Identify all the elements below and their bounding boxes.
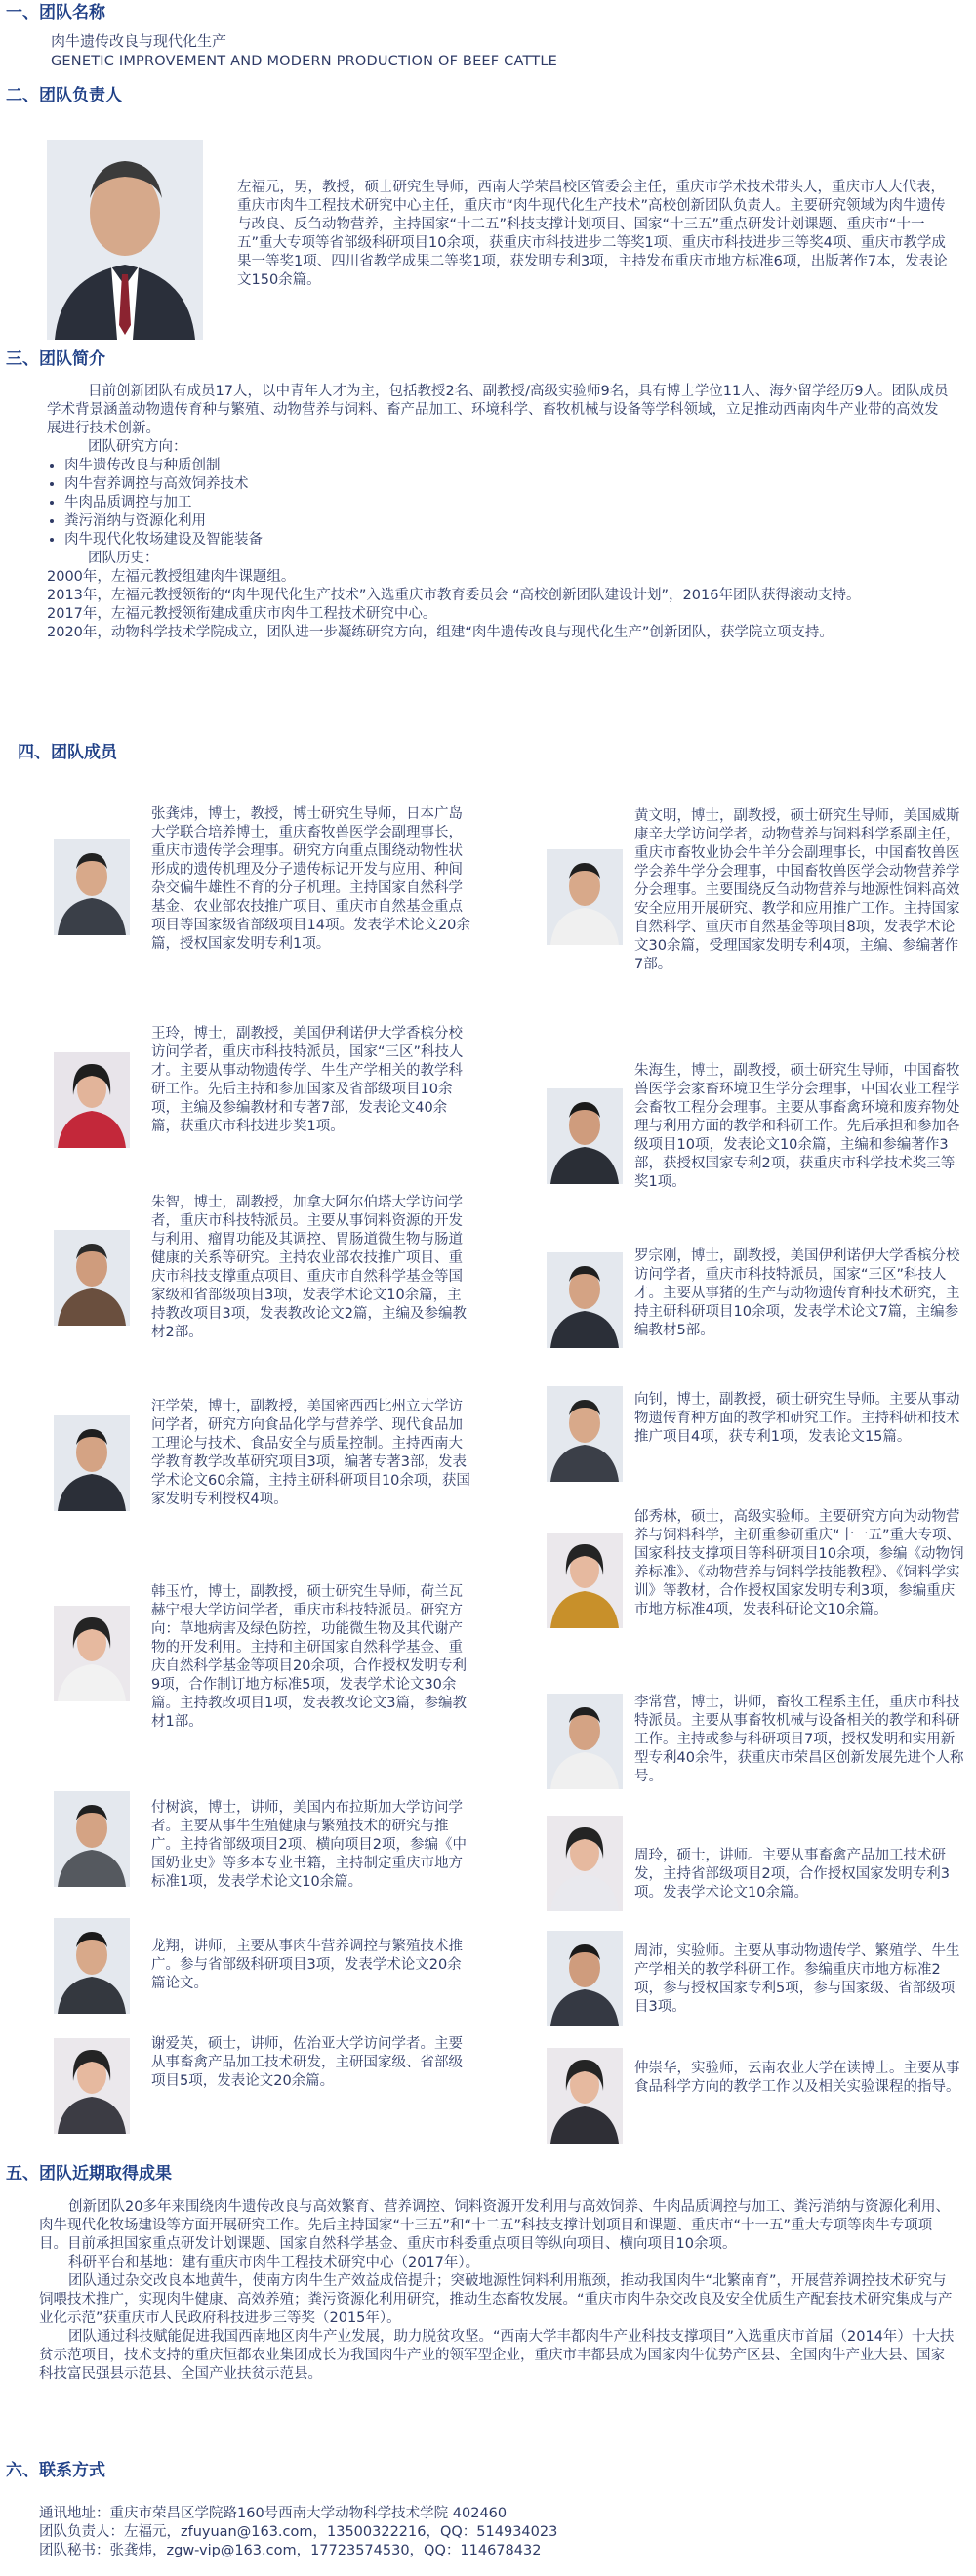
member-bio: 周玲，硕士，讲师。主要从事畜禽产品加工技术研发，主持省部级项目2项，合作授权国家发明专利3项。发表学术论文10余篇。 <box>634 1848 950 1901</box>
person-icon <box>547 1533 623 1628</box>
member-photo <box>547 1252 623 1348</box>
member-bio: 邰秀林，硕士，高级实验师。主要研究方向为动物营养与饲料科学，主研重参研重庆“十一五”重大专项、国家科技支撑项目等科研项目10余项，参编《动物饲养标准》、《动物营养与饲料学技能教程》、《饲料学实训》等教材，合作授权国家发明专利3项，参编重庆市地方标准4项，发表科研论文10余篇。 <box>634 1509 964 1617</box>
member-photo <box>547 1931 623 2026</box>
person-icon <box>54 1918 130 2014</box>
member-photo <box>54 1230 130 1326</box>
list-item: • 粪污消纳与资源化利用 <box>64 512 951 531</box>
member-bio: 付树滨，博士，讲师，美国内布拉斯加大学访问学者。主要从事牛生殖健康与繁殖技术的研究与推广。主持省部级项目2项、横向项目2项，参编《中国奶业史》等多本专业书籍，主持制定重庆市地方标准1项，发表学术论文10余篇。 <box>151 1800 467 1890</box>
achievements-block <box>39 2198 956 2384</box>
member-bio: 朱智，博士，副教授，加拿大阿尔伯塔大学访问学者，重庆市科技特派员。主要从事饲料资源的开发与利用、瘤胃功能及其调控、胃肠道微生物与肠道健康的关系等研究。主持农业部农技推广项目、重庆市科技支撑重点项目、重庆市自然科学基金等国家级和省部级项目3项，发表学术论文10余篇，主持教改项目3项，发表教改论文2篇，主编及参编教材2部。 <box>151 1195 467 1340</box>
section-title-team-name: 一、团队名称 <box>6 3 105 22</box>
section-title-achievements: 五、团队近期取得成果 <box>6 2164 172 2184</box>
member-photo <box>54 2038 130 2134</box>
list-item: • 肉牛现代化牧场建设及智能装备 <box>64 531 951 550</box>
history-item: 2017年，左福元教授领衔建成重庆市肉牛工程技术研究中心。 <box>47 606 437 622</box>
member-photo <box>547 1088 623 1184</box>
list-item: • 牛肉品质调控与加工 <box>64 494 951 512</box>
member-photo <box>54 1052 130 1148</box>
contact-leader: 团队负责人：左福元，zfuyuan@163.com，13500322216，QQ：514934023 <box>39 2524 558 2540</box>
member-bio: 张龚炜，博士，教授，博士研究生导师，日本广岛大学联合培养博士，重庆畜牧兽医学会副理事长，重庆市遗传学会理事。研究方向重点围绕动物性状形成的遗传机理及分子遗传标记开发与应用、种间杂交偏牛雄性不育的分子机理。主持国家自然科学基金、农业部农技推广项目、重庆市自然基金重点项目等国家级省部级项目14项。发表学术论文20余篇，授权国家发明专利1项。 <box>151 806 470 952</box>
history-item: 2000年，左福元教授组建肉牛课题组。 <box>47 569 296 585</box>
person-icon <box>54 1230 130 1326</box>
team-name-en: GENETIC IMPROVEMENT AND MODERN PRODUCTION OF BEEF CATTLE <box>51 54 557 69</box>
leader-photo <box>47 140 203 340</box>
history-item: 2013年，左福元教授领衔的“肉牛现代化生产技术”入选重庆市教育委员会 “高校创新团队建设计划”，2016年团队获得滚动支持。 <box>47 588 861 603</box>
person-icon <box>54 1052 130 1148</box>
member-bio: 仲崇华，实验师，云南农业大学在读博士。主要从事食品科学方向的教学工作以及相关实验课程的指导。 <box>634 2061 960 2095</box>
person-icon <box>547 2048 623 2144</box>
member-bio: 龙翔，讲师，主要从事肉牛营养调控与繁殖技术推广。参与省部级科研项目3项，发表学术论文20余篇论文。 <box>151 1939 463 1991</box>
person-icon <box>47 140 203 340</box>
contact-address: 通讯地址：重庆市荣昌区学院路160号西南大学动物科学技术学院 402460 <box>39 2506 508 2521</box>
member-bio: 罗宗刚，博士，副教授，美国伊利诺伊大学香槟分校访问学者，重庆市科技特派员，国家“三区”科技人才。主要从事猪的生产与动物遗传育种技术研究，主持主研科研项目10余项，发表学术论文7篇，主编参编教材5部。 <box>634 1248 960 1338</box>
member-photo <box>547 1386 623 1482</box>
person-icon <box>547 1931 623 2026</box>
member-bio: 周沛，实验师。主要从事动物遗传学、繁殖学、牛生产学相关的教学科研工作。参编重庆市地方标准2项，参与授权国家专利5项，参与国家级、省部级项目3项。 <box>634 1943 960 2015</box>
member-bio: 谢爱英，硕士，讲师，佐治亚大学访问学者。主要从事畜禽产品加工技术研发，主研国家级、省部级项目5项，发表论文20余篇。 <box>151 2036 463 2089</box>
person-icon <box>54 1415 130 1511</box>
member-bio: 韩玉竹，博士，副教授，硕士研究生导师，荷兰瓦赫宁根大学访问学者，重庆市科技特派员。研究方向：草地病害及绿色防控，功能微生物及其代谢产物的开发利用。主持和主研国家自然科学基金、重庆自然科学基金等项目20余项，合作授权发明专利9项，合作制订地方标准5项，发表学术论文30余篇。主持教改项目1项，发表教改论文3篇，参编教材1部。 <box>151 1584 467 1730</box>
team-name-cn: 肉牛遗传改良与现代化生产 <box>51 32 227 50</box>
contact-block <box>39 2505 956 2560</box>
directions-list <box>47 457 951 550</box>
person-icon <box>54 839 130 935</box>
member-photo <box>547 1694 623 1789</box>
section-title-team-members: 四、团队成员 <box>18 743 117 762</box>
section-title-team-intro: 三、团队简介 <box>6 349 105 369</box>
list-item: • 肉牛遗传改良与种质创制 <box>64 457 951 475</box>
member-bio: 黄文明，博士，副教授，硕士研究生导师，美国威斯康辛大学访问学者，动物营养与饲料科学系副主任，重庆市畜牧业协会牛羊分会副理事长，中国畜牧兽医学会养牛学分会理事，中国畜牧兽医学会动物营养学分会理事。主要围绕反刍动物营养与地源性饲料高效安全应用开展研究、教学和应用推广工作。主持国家自然科学、重庆市自然基金等项目8项，发表学术论文30余篇，受理国家发明专利4项，主编、参编著作7部。 <box>634 808 960 972</box>
member-bio: 王玲，博士，副教授，美国伊利诺伊大学香槟分校访问学者，重庆市科技特派员，国家“三区”科技人才。主要从事动物遗传学、牛生产学相关的教学科研工作。先后主持和参加国家及省部级项目10余项，主编及参编教材和专著7部，发表论文40余篇，获重庆市科技进步奖1项。 <box>151 1026 464 1134</box>
member-photo <box>547 1533 623 1628</box>
person-icon <box>54 1791 130 1887</box>
person-icon <box>54 1606 130 1701</box>
person-icon <box>547 1816 623 1911</box>
intro-block <box>47 383 951 642</box>
member-photo <box>54 1606 130 1701</box>
intro-paragraph: 目前创新团队有成员17人，以中青年人才为主，包括教授2名、副教授/高级实验师9名，具有博士学位11人、海外留学经历9人。团队成员学术背景涵盖动物遗传育种与繁殖、动物营养与饲料、畜产品加工、环境科学、畜牧机械与设备等学科领域，立足推动西南肉牛产业带的高效发展进行技术创新。 <box>47 384 949 436</box>
achievements-paragraph: 团队通过杂交改良本地黄牛，使南方肉牛生产效益成倍提升；突破地源性饲料利用瓶颈，推动我国肉牛“北繁南育”，开展营养调控技术研究与饲喂技术推广，实现肉牛健康、高效养殖；粪污资源化利用研究，推动生态畜牧发展。“重庆市肉牛杂交改良及安全优质生产配套技术研究集成与产业化示范”获重庆市人民政府科技进步三等奖（2015年）。 <box>39 2273 953 2326</box>
section-title-contact: 六、联系方式 <box>6 2461 105 2480</box>
person-icon <box>54 2038 130 2134</box>
member-photo <box>54 1415 130 1511</box>
member-photo <box>54 1918 130 2014</box>
achievements-paragraph: 科研平台和基地：建有重庆市肉牛工程技术研究中心（2017年）。 <box>68 2255 480 2270</box>
member-photo <box>547 2048 623 2144</box>
history-label: 团队历史： <box>88 551 159 566</box>
member-bio: 汪学荣，博士，副教授，美国密西西比州立大学访问学者，研究方向食品化学与营养学、现代食品加工理论与技术、食品安全与质量控制。主持西南大学教育教学改革研究项目3项，编著专著3部，发表学术论文60余篇，主持主研科研项目10余项，获国家发明专利授权4项。 <box>151 1399 470 1507</box>
leader-bio: 左福元，男，教授，硕士研究生导师，西南大学荣昌校区管委会主任，重庆市学术技术带头人，重庆市人大代表，重庆市肉牛工程技术研究中心主任，重庆市“肉牛现代化生产技术”高校创新团队负责人。主要研究领域为肉牛遗传与改良、反刍动物营养，主持国家“十二五”科技支撑计划项目、国家“十三五”重点研发计划课题、重庆市“十一五”重大专项等省部级科研项目10余项，获重庆市科技进步二等奖1项、重庆市科技进步三等奖4项、重庆市教学成果一等奖1项、四川省教学成果二等奖1项，获发明专利3项，主持发布重庆市地方标准6项，出版著作7本，发表论文150余篇。 <box>237 180 948 288</box>
person-icon <box>547 1252 623 1348</box>
section-title-team-leader: 二、团队负责人 <box>6 86 122 105</box>
contact-secretary: 团队秘书：张龚炜，zgw-vip@163.com，17723574530，QQ：114678432 <box>39 2543 542 2558</box>
member-photo <box>54 1791 130 1887</box>
achievements-paragraph: 创新团队20多年来围绕肉牛遗传改良与高效繁育、营养调控、饲料资源开发利用与高效饲养、牛肉品质调控与加工、粪污消纳与资源化利用、肉牛现代化牧场建设等方面开展研究工作。先后主持国家“十三五”和“十二五”科技支撑计划项目和课题、重庆市“十一五”重大专项等肉牛专项项目。目前承担国家重点研发计划课题、国家自然科学基金、重庆市科委重点项目等纵向项目、横向项目10余项。 <box>39 2199 950 2252</box>
member-bio: 朱海生，博士，副教授，硕士研究生导师，中国畜牧兽医学会家畜环境卫生学分会理事，中国农业工程学会畜牧工程分会理事。主要从事畜禽环境和废弃物处理与利用方面的教学和科研工作。先后承担和参加各级项目10项，发表论文10余篇，主编和参编著作3部，获授权国家专利2项，获重庆市科学技术奖三等奖1项。 <box>634 1063 960 1190</box>
member-photo <box>54 839 130 935</box>
member-photo <box>547 1816 623 1911</box>
member-photo <box>547 849 623 945</box>
directions-label: 团队研究方向： <box>88 439 187 455</box>
member-bio: 李常营，博士，讲师，畜牧工程系主任，重庆市科技特派员。主要从事畜牧机械与设备相关的教学和科研工作。主持或参与科研项目7项，授权发明和实用新型专利40余件，获重庆市荣昌区创新发展先进个人称号。 <box>634 1695 964 1784</box>
member-bio: 向钊，博士，副教授，硕士研究生导师。主要从事动物遗传育种方面的教学和研究工作。主持科研和技术推广项目4项，获专利1项，发表论文15篇。 <box>634 1392 960 1445</box>
person-icon <box>547 849 623 945</box>
history-item: 2020年，动物科学技术学院成立，团队进一步凝练研究方向，组建“肉牛遗传改良与现代化生产”创新团队，获学院立项支持。 <box>47 625 834 640</box>
person-icon <box>547 1386 623 1482</box>
achievements-paragraph: 团队通过科技赋能促进我国西南地区肉牛产业发展，助力脱贫攻坚。“西南大学丰都肉牛产业科技支撑项目”入选重庆市首届（2014年）十大扶贫示范项目，技术支持的重庆恒都农业集团成长为我国肉牛产业的领军型企业，重庆市丰都县成为国家肉牛优势产区县、全国肉牛产业大县、国家科技富民强县示范县、全国产业扶贫示范县。 <box>39 2329 955 2382</box>
person-icon <box>547 1088 623 1184</box>
list-item: • 肉牛营养调控与高效饲养技术 <box>64 475 951 494</box>
person-icon <box>547 1694 623 1789</box>
